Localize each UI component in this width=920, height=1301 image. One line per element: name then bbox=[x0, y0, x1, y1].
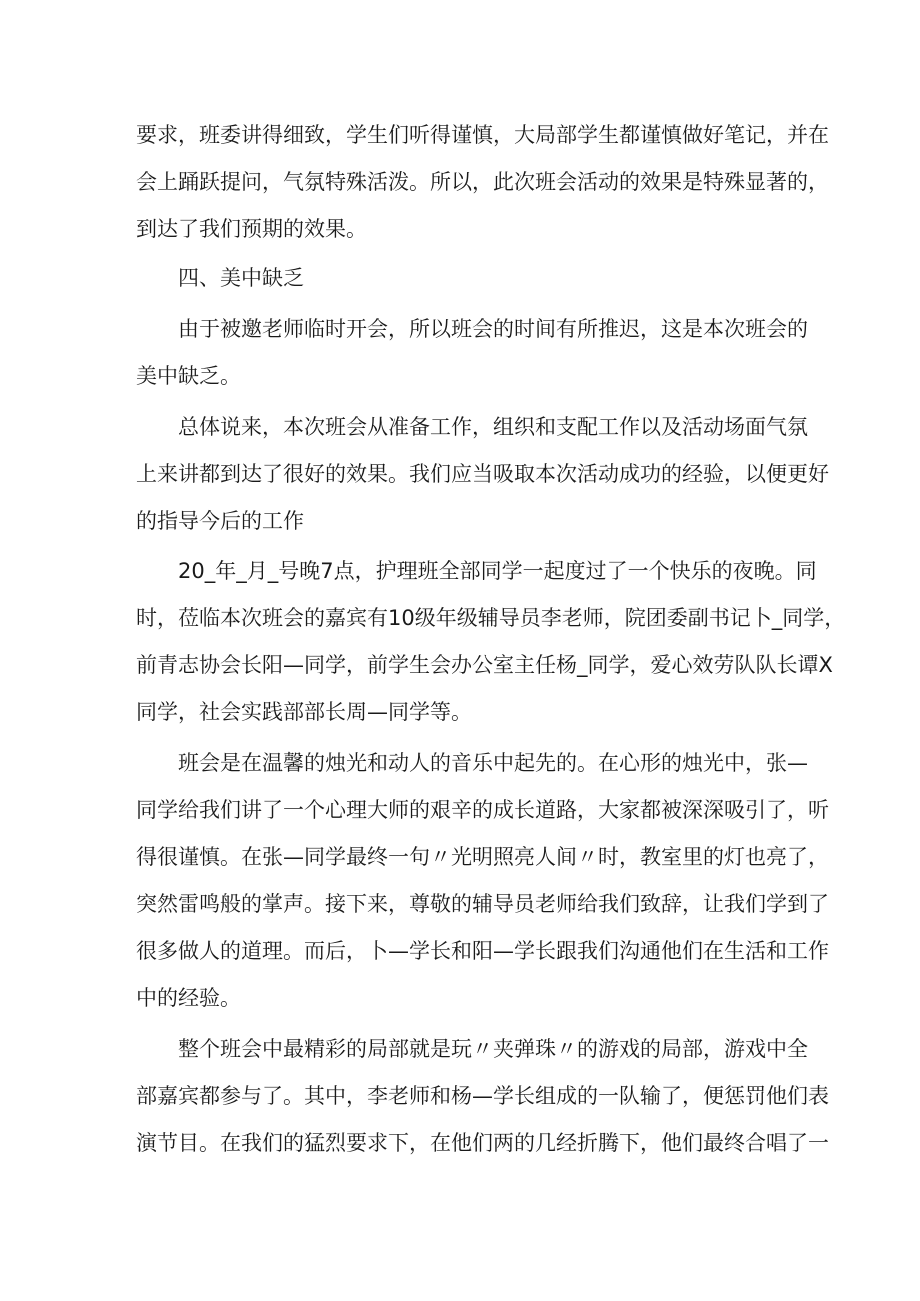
text-line: 演节目。在我们的猛烈要求下，在他们两的几经折腾下，他们最终合唱了一 bbox=[136, 1131, 829, 1155]
text-line: 中的经验。 bbox=[136, 986, 241, 1010]
text-line: 突然雷鸣般的掌声。接下来，尊敬的辅导员老师给我们致辞，让我们学到了 bbox=[136, 892, 829, 916]
text-line: 同学给我们讲了一个心理大师的艰辛的成长道路，大家都被深深吸引了，听 bbox=[136, 798, 829, 822]
text-line: 很多做人的道理。而后，卜—学长和阳—学长跟我们沟通他们在生活和工作 bbox=[136, 939, 829, 963]
text-line: 20_年_月_号晚7点，护理班全部同学一起度过了一个快乐的夜晚。同 bbox=[178, 559, 817, 583]
text-line: 会上踊跃提问，气氛特殊活泼。所以，此次班会活动的效果是特殊显著的， bbox=[136, 170, 829, 194]
text-line: 要求，班委讲得细致，学生们听得谨慎，大局部学生都谨慎做好笔记，并在 bbox=[136, 123, 829, 147]
text-line: 的指导今后的工作 bbox=[136, 509, 304, 533]
text-line: 前青志协会长阳—同学，前学生会办公室主任杨_同学，爱心效劳队队长谭X bbox=[136, 653, 833, 677]
text-line: 时，莅临本次班会的嘉宾有10级年级辅导员李老师，院团委副书记卜_同学， bbox=[136, 606, 846, 630]
text-line: 班会是在温馨的烛光和动人的音乐中起先的。在心形的烛光中，张— bbox=[178, 751, 808, 775]
text-line: 总体说来，本次班会从准备工作，组织和支配工作以及活动场面气氛 bbox=[178, 415, 808, 439]
text-line: 同学，社会实践部部长周—同学等。 bbox=[136, 700, 472, 724]
section-heading: 四、美中缺乏 bbox=[178, 266, 304, 290]
text-line: 得很谨慎。在张—同学最终一句〃光明照亮人间〃时，教室里的灯也亮了， bbox=[136, 845, 829, 869]
text-line: 整个班会中最精彩的局部就是玩〃夹弹珠〃的游戏的局部，游戏中全 bbox=[178, 1037, 808, 1061]
text-line: 由于被邀老师临时开会，所以班会的时间有所推迟，这是本次班会的 bbox=[178, 317, 808, 341]
text-line: 上来讲都到达了很好的效果。我们应当吸取本次活动成功的经验，以便更好 bbox=[136, 462, 829, 486]
text-line: 部嘉宾都参与了。其中，李老师和杨—学长组成的一队输了，便惩罚他们表 bbox=[136, 1084, 829, 1108]
text-line: 到达了我们预期的效果。 bbox=[136, 217, 367, 241]
text-line: 美中缺乏。 bbox=[136, 364, 241, 388]
